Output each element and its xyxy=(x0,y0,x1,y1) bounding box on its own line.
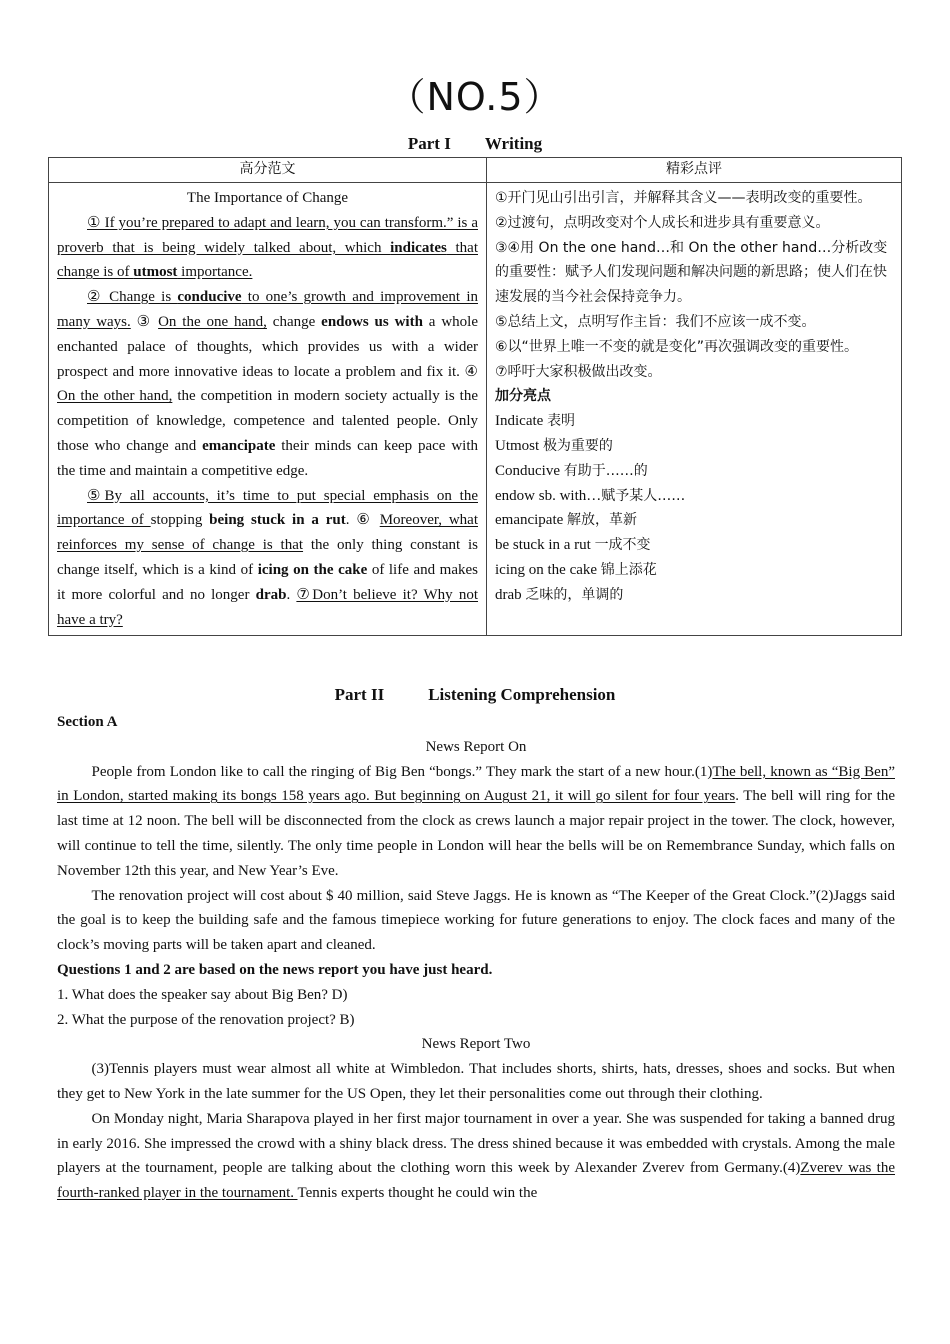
essay-text: ② Change is xyxy=(87,289,178,306)
highlight-word: drab xyxy=(255,586,287,603)
highlight-word: conducive xyxy=(177,289,242,306)
bonus-meaning: 解放，革新 xyxy=(567,512,638,529)
report-text: People from London like to call the ringing of Big Ben “bongs.” They mark the start of a new hour.(1) xyxy=(91,763,713,780)
essay-cell xyxy=(49,183,487,636)
report-paragraph: The renovation project will cost about $ 40 million, said Steve Jaggs. He is known as “The Keeper of the Great Clock.”(2)Jaggs said the goal is to keep the building safe and the famous timepiece working for future generations to enjoy. The clock faces and many of the clock’s moving parts will be taken apart and cleaned. xyxy=(57,887,895,954)
highlight-word: utmost xyxy=(133,264,178,281)
bonus-meaning: 表明 xyxy=(547,413,576,430)
highlight-word: indicates xyxy=(390,239,447,256)
bonus-heading: 加分亮点 xyxy=(495,388,551,405)
report-paragraph: (3)Tennis players must wear almost all white at Wimbledon. That includes shorts, shirts, hats, dresses, shoes and socks. But when they get to New York in the late summer for the US Open, they let their personalities come out through their clothing. xyxy=(57,1061,895,1102)
questions-heading: Questions 1 and 2 are based on the news report you have just heard. xyxy=(57,961,493,978)
essay-paragraph-3 xyxy=(57,484,478,633)
essay-text: of life and makes it more colorful and no longer xyxy=(57,561,478,603)
part2-label: Part II xyxy=(334,685,385,704)
bonus-item xyxy=(495,508,893,533)
section-heading: Section A xyxy=(57,714,118,730)
bonus-meaning: 锦上添花 xyxy=(600,561,657,578)
essay-text: the only thing constant is change itself, which is a kind of xyxy=(57,537,478,578)
essay-paragraph-2 xyxy=(57,285,478,483)
essay-text: to one’s growth and improvement in many ways. xyxy=(57,289,478,330)
bonus-item xyxy=(495,484,893,509)
part1-name: Writing xyxy=(484,134,543,153)
comment-item: ①开门见山引出引言，并解释其含义——表明改变的重要性。 xyxy=(495,190,872,206)
listening-section xyxy=(57,710,895,1206)
bonus-term: Indicate xyxy=(495,413,544,430)
report-title: News Report On xyxy=(425,738,527,755)
comment-column-header: 精彩点评 xyxy=(487,158,902,183)
essay-text: ⑤By all accounts, it’s time to put special emphasis on the importance of xyxy=(57,487,478,529)
essay-text: that change is of xyxy=(57,239,478,281)
highlight-word: emancipate xyxy=(202,437,276,454)
comment-item: ⑥以“世界上唯一不变的就是变化”再次强调改变的重要性。 xyxy=(495,338,859,355)
bonus-item xyxy=(495,533,893,558)
bonus-meaning: 赋予某人…… xyxy=(601,487,686,504)
essay-paragraph-1 xyxy=(57,211,478,285)
comment-cell xyxy=(487,183,902,636)
report-text: The bell, known as “Big Ben” in London, started making its bongs 158 years ago. But beginning on August 21, it will go silent for four years xyxy=(57,763,895,805)
part2-heading xyxy=(0,685,950,705)
essay-text: On the other hand, xyxy=(57,388,173,405)
essay-text: ③ xyxy=(130,313,159,330)
bonus-meaning: 有助于……的 xyxy=(563,462,648,479)
essay-text: stopping xyxy=(150,512,210,529)
essay-title: The Importance of Change xyxy=(186,190,349,206)
report-text: Tennis experts thought he could win the xyxy=(297,1185,538,1202)
essay-text: On the one hand, xyxy=(158,313,267,330)
highlight-word: icing on the cake xyxy=(257,561,368,578)
essay-text: . ⑥ xyxy=(345,512,380,529)
bonus-term: be stuck in a rut xyxy=(495,537,591,554)
part1-heading xyxy=(0,134,950,154)
report-text: Zverev was the fourth-ranked player in the tournament. xyxy=(57,1160,895,1202)
bonus-term: Conducive xyxy=(495,462,560,479)
comment-item: ③④用 On the one hand…和 On the other hand…分析改变的重要性：赋予人们发现问题和解决问题的新思路；使人们在快速发展的当今社会保持竞争力。 xyxy=(495,239,888,306)
essay-text: Moreover, what reinforces my sense of change is that xyxy=(57,512,478,554)
comment-item: ⑦呼吁大家积极做出改变。 xyxy=(495,363,662,380)
bonus-meaning: 极为重要的 xyxy=(542,437,613,454)
bonus-meaning: 乏味的，单调的 xyxy=(525,586,624,603)
comment-item: ②过渡句，点明改变对个人成长和进步具有重要意义。 xyxy=(495,214,830,231)
part2-name: Listening Comprehension xyxy=(428,685,616,704)
report-text: . The bell will ring for the last time at 12 noon. The bell will be disconnected from the clock as crews launch a major repair project in the tower. The clock, however, will continue to tell the time, silently. The only time people in London will hear the bells will be on Remembrance Sunday, which falls on November 12th this year, and New Year’s Eve. xyxy=(57,788,895,879)
bonus-term: drab xyxy=(495,586,522,603)
bonus-term: Utmost xyxy=(495,437,540,454)
essay-text: the competition in modern society actually is the competition of knowledge, competence and talented people. Only those who change and xyxy=(57,388,478,454)
essay-text: ⑦Don’t believe it? Why not have a try? xyxy=(57,586,479,628)
bonus-meaning: 一成不变 xyxy=(594,537,651,554)
bonus-item xyxy=(495,558,893,583)
bonus-term: endow sb. with… xyxy=(495,487,602,504)
question-item: 1. What does the speaker say about Big Ben? D) xyxy=(57,986,348,1003)
essay-text: . xyxy=(286,586,297,603)
part1-label: Part I xyxy=(407,134,451,153)
report-paragraph xyxy=(57,760,895,884)
essay-column-header: 高分范文 xyxy=(49,158,487,183)
bonus-item xyxy=(495,434,893,459)
page-title: （NO.5） xyxy=(387,75,563,119)
bonus-item xyxy=(495,583,893,608)
report-title: News Report Two xyxy=(421,1036,531,1053)
bonus-item xyxy=(495,409,893,434)
bonus-term: emancipate xyxy=(495,512,564,529)
highlight-word: endows us with xyxy=(321,313,423,330)
report-paragraph xyxy=(57,1107,895,1206)
report-text: On Monday night, Maria Sharapova played in her first major tournament in over a year. She was suspended for taking a banned drug in early 2016. She impressed the crowd with a shiny black dress. The dress shined because it was embedded with crystals. Among the male players at the tournament, people are talking about the clothing worn this week by Alexander Zverev from Germany.(4) xyxy=(57,1110,895,1177)
bonus-item xyxy=(495,459,893,484)
writing-table xyxy=(48,157,902,636)
essay-text: a whole enchanted palace of thoughts, which provides us with a wider prospect and more innovative ideas to locate a problem and fix it. ④ xyxy=(57,313,478,380)
bonus-term: icing on the cake xyxy=(495,561,598,578)
essay-text: importance. xyxy=(177,264,253,281)
essay-text: ① If you’re prepared to adapt and learn, you can transform.” is a proverb that is being widely talked about, which xyxy=(57,214,478,256)
essay-text: their minds can keep pace with the time and maintain a competitive edge. xyxy=(57,437,478,479)
question-item: 2. What the purpose of the renovation project? B) xyxy=(57,1011,355,1028)
essay-text: change xyxy=(266,313,322,330)
comment-item: ⑤总结上文，点明写作主旨：我们不应该一成不变。 xyxy=(495,313,816,330)
highlight-word: being stuck in a rut xyxy=(209,512,346,529)
